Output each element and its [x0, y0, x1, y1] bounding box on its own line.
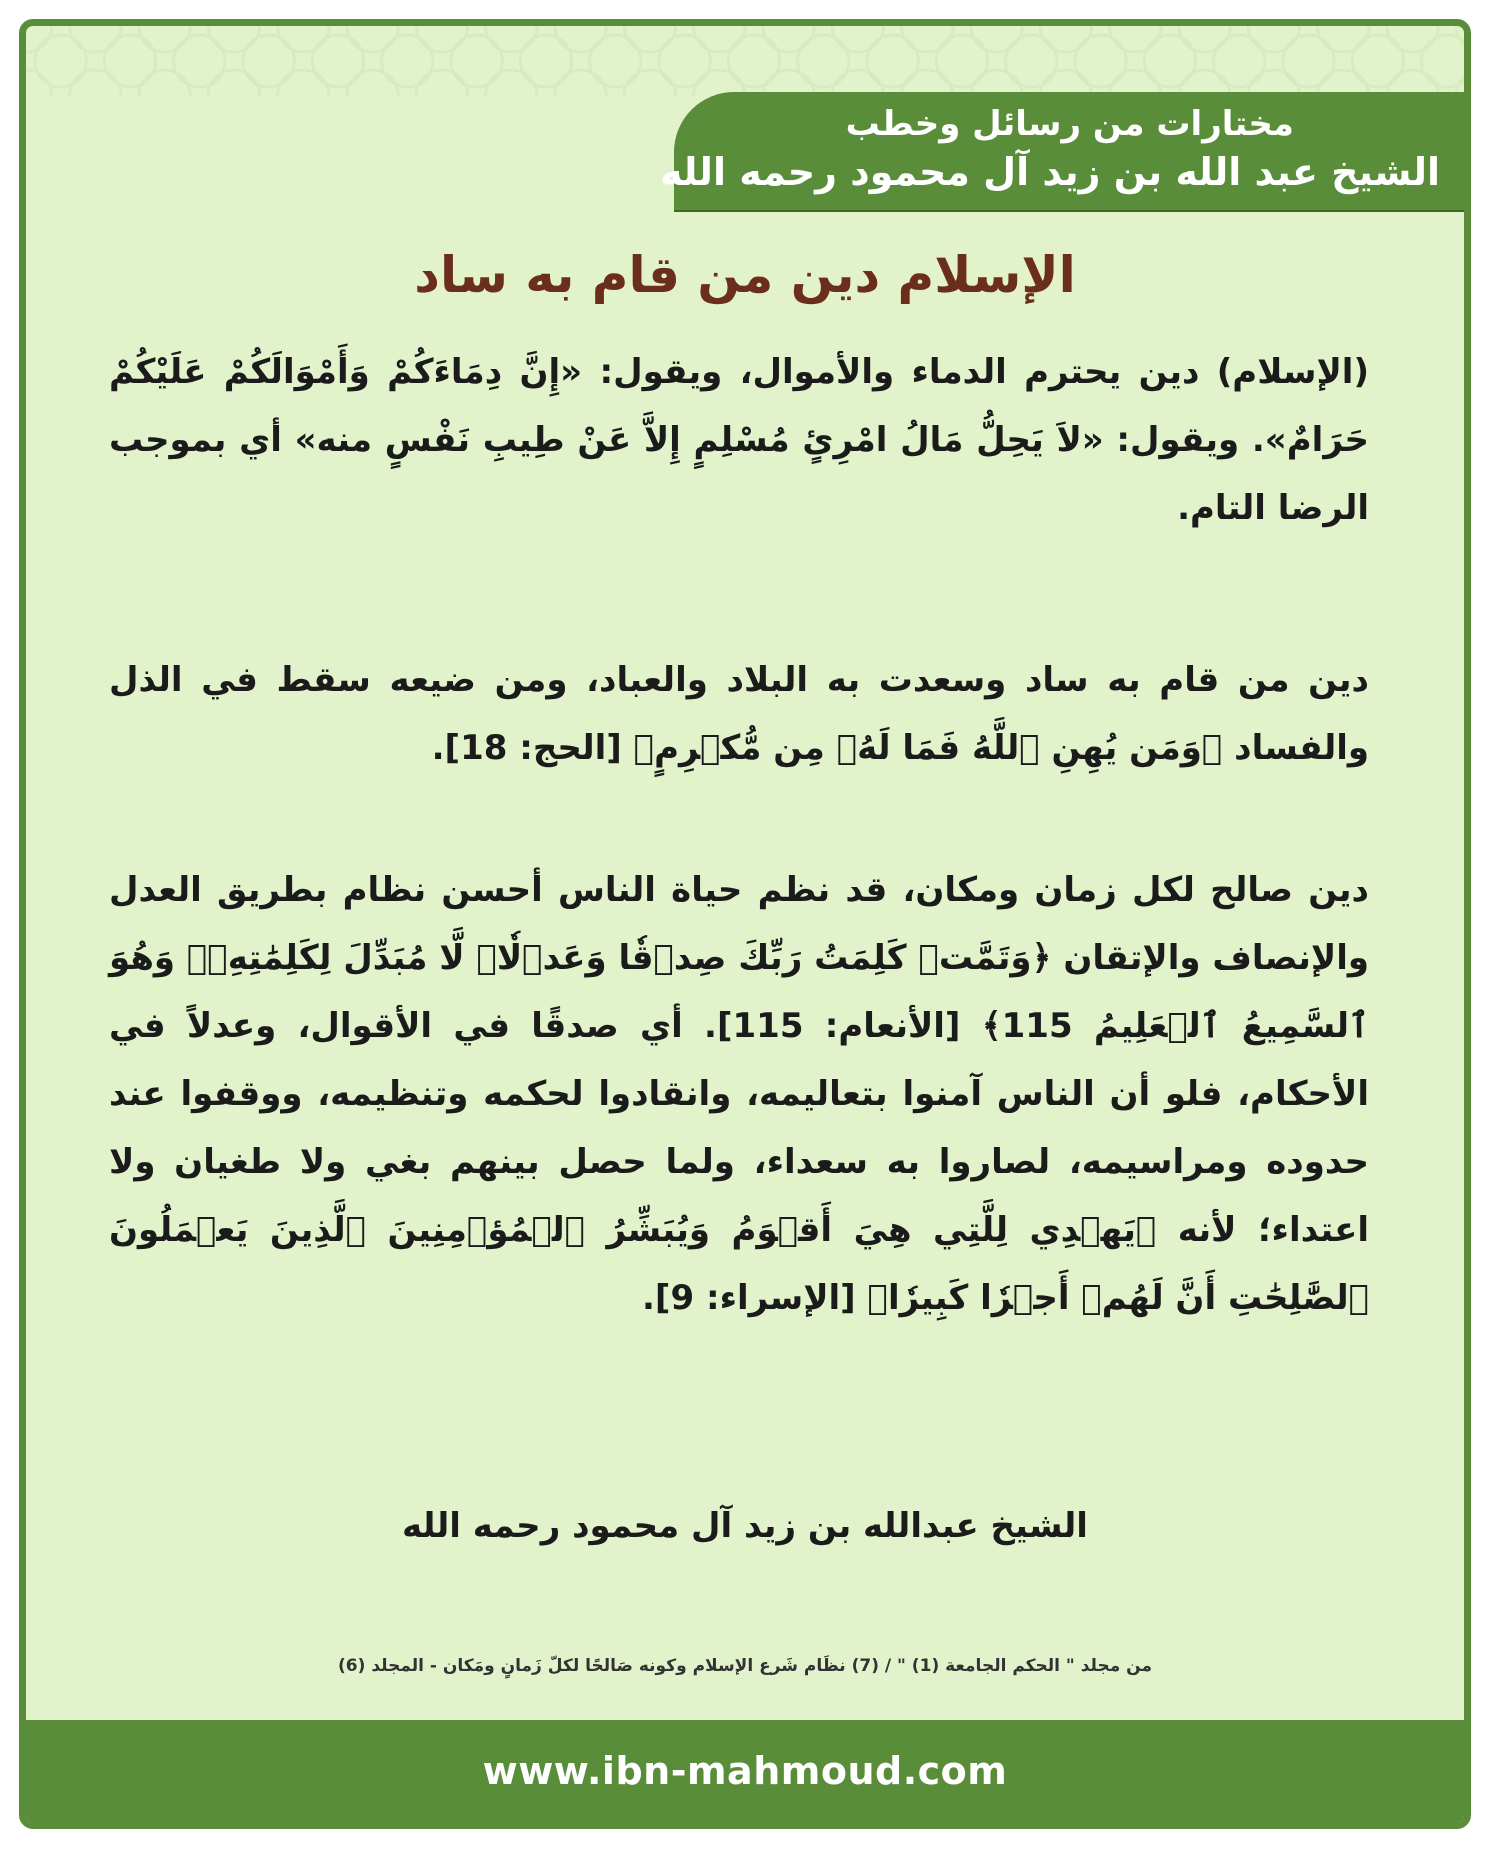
- article-paragraph-3: دين صالح لكل زمان ومكان، قد نظم حياة الناس أحسن نظام بطريق العدل والإنصاف والإتقان ﴿وَتَمَّتۡ كَلِمَتُ رَبِّكَ صِدۡقٗا وَعَدۡلٗاۚ لَّا مُبَدِّلَ لِكَلِمَٰتِهِۦۚ وَهُوَ ٱلسَّمِيعُ ٱلۡعَلِيمُ 115﴾ [الأنعام: 115]. أي صدقًا في الأقوال، وعدلاً في الأحكام، فلو أن الناس آمنوا بتعاليمه، وانقادوا لحكمه وتنظيمه، ووقفوا عند حدوده ومراسيمه، لصاروا به سعداء، ولما حصل بينهم بغي ولا طغيان ولا اعتداء؛ لأنه ﴿يَهۡدِي لِلَّتِي هِيَ أَقۡوَمُ وَيُبَشِّرُ ٱلۡمُؤۡمِنِينَ ٱلَّذِينَ يَعۡمَلُونَ ٱلصَّٰلِحَٰتِ أَنَّ لَهُمۡ أَجۡرٗا كَبِيرٗا﴾ [الإسراء: 9].: [109, 870, 1369, 1318]
- header-banner: [660, 92, 1464, 210]
- author-signature: الشيخ عبدالله بن زيد آل محمود رحمه الله: [402, 1506, 1088, 1546]
- article-paragraph-2: دين من قام به ساد وسعدت به البلاد والعباد، ومن ضيعه سقط في الذل والفساد ﴿وَمَن يُهِنِ ٱللَّهُ فَمَا لَهُۥ مِن مُّكۡرِمٍ﴾ [الحج: 18].: [109, 660, 1369, 768]
- website-link[interactable]: www.ibn-mahmoud.com: [482, 1749, 1008, 1793]
- article-paragraph-1: (الإسلام) دين يحترم الدماء والأموال، ويقول: «إِنَّ دِمَاءَكُمْ وَأَمْوَالَكُمْ عَلَيْكُمْ حَرَامٌ». ويقول: «لاَ يَحِلُّ مَالُ امْرِئٍ مُسْلِمٍ إِلاَّ عَنْ طِيبِ نَفْسٍ منه» أي بموجب الرضا التام.: [109, 352, 1369, 528]
- header-author-name: الشيخ عبد الله بن زيد آل محمود رحمه الله: [660, 150, 1440, 194]
- page-frame: [19, 19, 1471, 1829]
- decorative-pattern: [26, 26, 1464, 96]
- article-title: الإسلام دين من قام به ساد: [414, 246, 1076, 304]
- footer-bar: [26, 1720, 1464, 1822]
- source-citation: من مجلد " الحكم الجامعة (1) " / (7) نظَام شَرع الإسلام وكونه صَالحًا لكلّ زَمانٍ ومَكان - المجلد (6): [338, 1656, 1152, 1676]
- header-series-title: مختارات من رسائل وخطب: [845, 104, 1294, 144]
